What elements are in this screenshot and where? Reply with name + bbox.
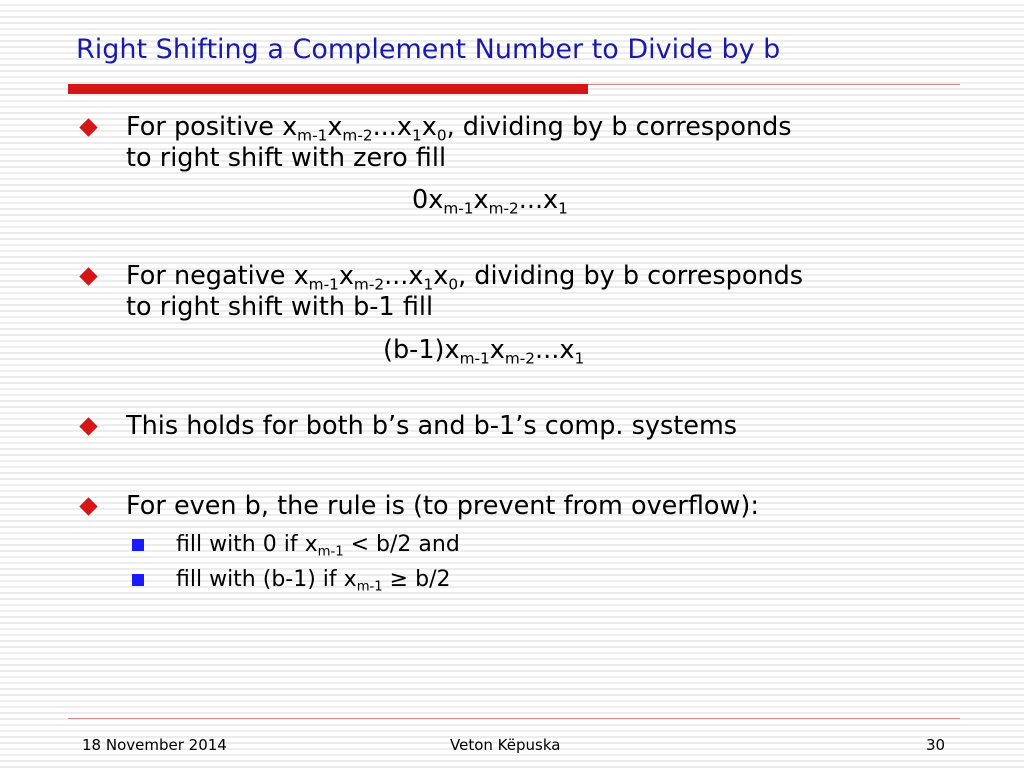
footer-page-number: 30	[926, 736, 946, 754]
bullet-text: For even b, the rule is (to prevent from overflow):	[126, 491, 759, 521]
footer-divider-line	[68, 718, 960, 719]
bullet-text: For positive x	[126, 112, 298, 142]
square-bullet-icon	[132, 574, 144, 586]
bullet-text: to right shift with zero fill	[126, 143, 447, 173]
bullet-text: to right shift with b-1 fill	[126, 292, 434, 322]
subscript: m-1	[317, 544, 344, 560]
subscript: m-1	[443, 199, 474, 218]
subscript: m-1	[308, 275, 339, 294]
subscript: 0	[448, 275, 459, 294]
subscript: 0	[436, 126, 447, 145]
bullet-text: x	[433, 261, 449, 291]
subscript: m-1	[356, 579, 383, 595]
diamond-bullet-icon	[79, 267, 97, 285]
subscript: m-2	[504, 349, 536, 368]
bullet-text: x	[338, 261, 354, 291]
formula-text: (b-1)x	[383, 335, 460, 365]
formula-text: ...x	[535, 335, 575, 365]
subscript: m-1	[459, 349, 490, 368]
bullet-both-systems	[126, 411, 956, 442]
slide-title: Right Shifting a Complement Number to Divide by b	[76, 34, 781, 65]
formula-b-minus-1-fill	[383, 335, 584, 366]
footer-author: Veton Këpuska	[450, 736, 561, 754]
subscript: m-1	[297, 126, 328, 145]
formula-text: x	[489, 335, 505, 365]
sub-bullet-text: ≥ b/2	[382, 567, 451, 592]
bullet-text: ...x	[384, 261, 424, 291]
bullet-text: x	[327, 112, 343, 142]
bullet-negative	[126, 261, 956, 323]
sub-bullet-text: fill with 0 if x	[176, 532, 318, 557]
sub-bullet-fill-zero	[176, 532, 460, 558]
footer-date: 18 November 2014	[82, 736, 227, 754]
sub-bullet-text: fill with (b-1) if x	[176, 567, 357, 592]
bullet-text: This holds for both b’s and b-1’s comp. systems	[126, 411, 738, 441]
formula-zero-fill	[412, 185, 568, 216]
bullet-positive	[126, 112, 956, 174]
bullet-text: , dividing by b corresponds	[458, 261, 804, 291]
diamond-bullet-icon	[79, 118, 97, 136]
subscript: m-2	[353, 275, 385, 294]
bullet-text: For negative x	[126, 261, 309, 291]
subscript: m-2	[342, 126, 373, 145]
bullet-even-b	[126, 491, 956, 522]
subscript: m-2	[488, 199, 519, 218]
subscript: 1	[558, 199, 568, 218]
square-bullet-icon	[132, 539, 144, 551]
formula-text: 0x	[412, 185, 444, 215]
title-accent-bar	[68, 84, 588, 94]
subscript: 1	[423, 275, 434, 294]
sub-bullet-fill-b-minus-1	[176, 567, 450, 593]
formula-text: x	[473, 185, 489, 215]
subscript: 1	[574, 349, 585, 368]
formula-text: ...x	[518, 185, 559, 215]
diamond-bullet-icon	[79, 497, 97, 515]
subscript: 1	[412, 126, 422, 145]
sub-bullet-text: < b/2 and	[343, 532, 460, 557]
bullet-text: ...x	[372, 112, 412, 142]
bullet-text: , dividing by b corresponds	[446, 112, 792, 142]
diamond-bullet-icon	[79, 417, 97, 435]
bullet-text: x	[421, 112, 437, 142]
